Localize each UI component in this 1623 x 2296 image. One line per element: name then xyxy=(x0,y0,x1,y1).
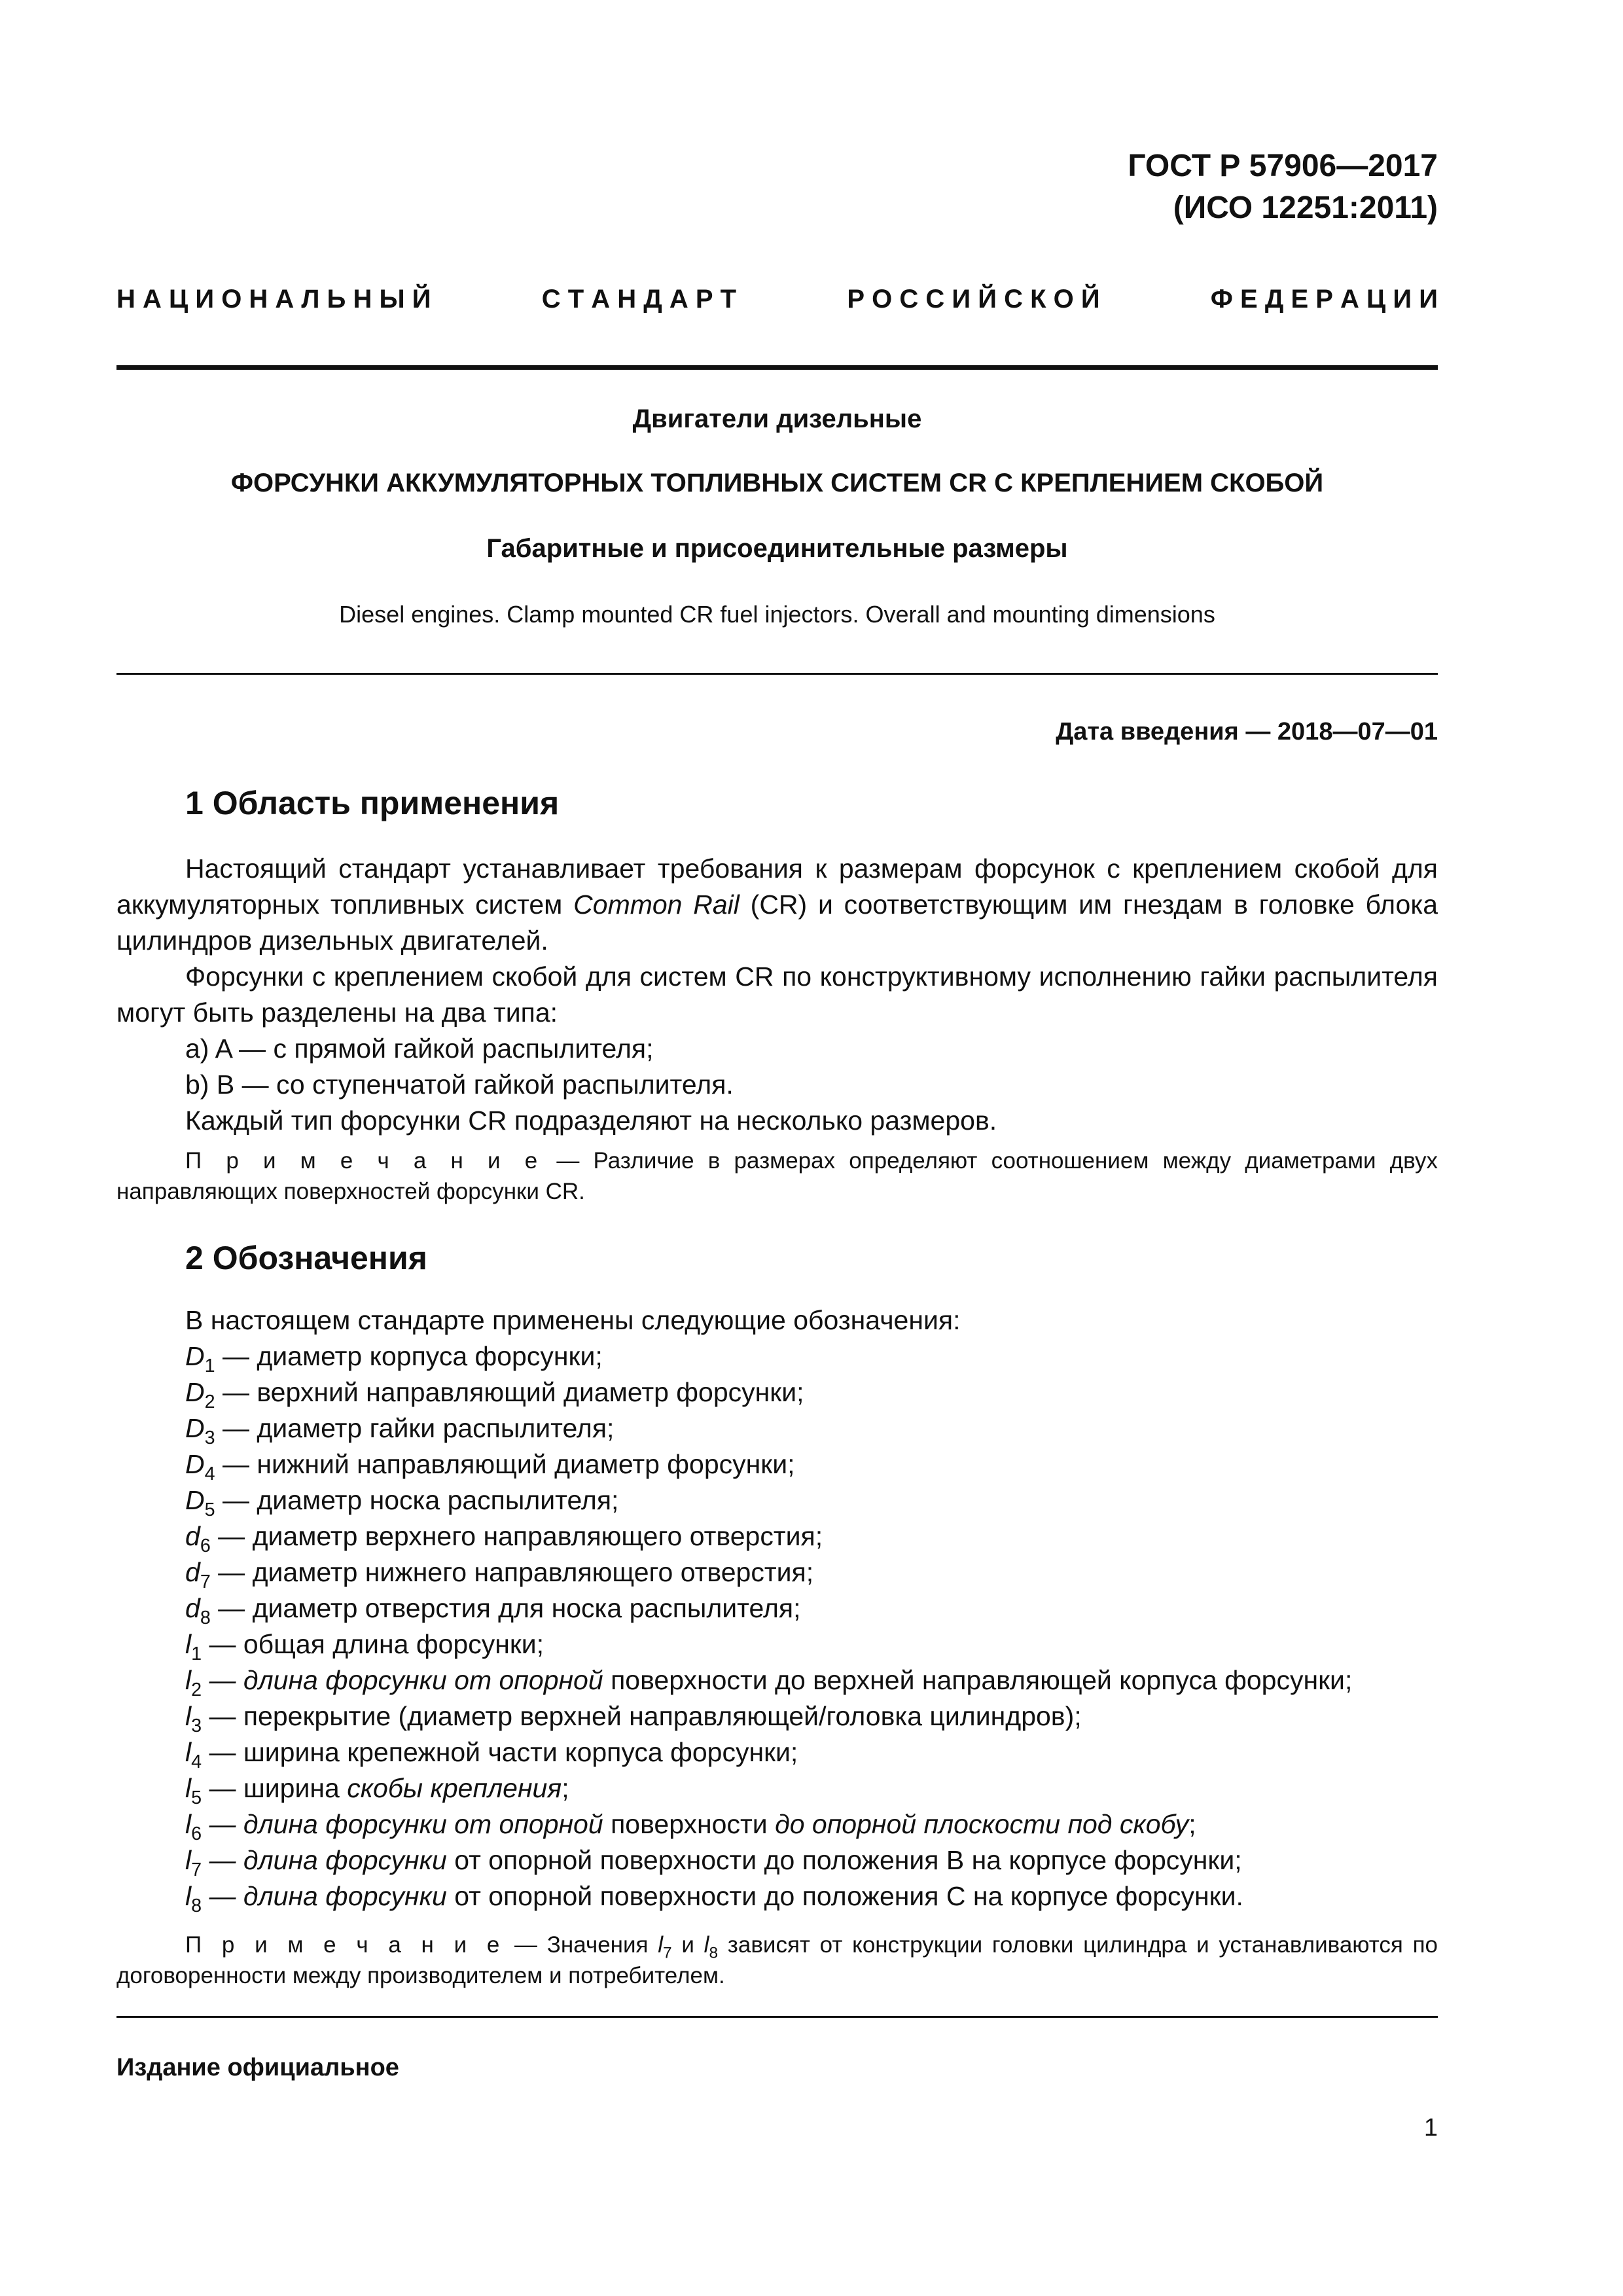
symbol-definition: — общая длина форсунки; xyxy=(202,1629,544,1659)
symbol: D xyxy=(185,1485,205,1515)
section-2-note xyxy=(116,1929,1438,1991)
title-line-2: ФОРСУНКИ АККУМУЛЯТОРНЫХ ТОПЛИВНЫХ СИСТЕМ CR С КРЕПЛЕНИЕМ СКОБОЙ xyxy=(230,469,1324,497)
gost-number: ГОСТ Р 57906—2017 xyxy=(1128,149,1438,183)
symbol-subscript: 4 xyxy=(191,1751,202,1773)
header-divider xyxy=(116,365,1438,370)
symbol: d xyxy=(185,1557,200,1587)
edition-label: Издание официальное xyxy=(116,2054,399,2081)
symbol-definition: — диаметр корпуса форсунки; xyxy=(215,1341,603,1371)
page-number: 1 xyxy=(1423,2114,1438,2142)
note-text: — Различие в размерах определяют соотношением между диаметрами двух направляющих поверхностей форсунки CR. xyxy=(116,1148,1438,1204)
banner-word-4: Ф Е Д Е Р А Ц И И xyxy=(1210,285,1438,314)
symbol: l xyxy=(185,1737,192,1767)
intro-date: Дата введения — 2018—07—01 xyxy=(1056,718,1438,745)
symbol-subscript: 7 xyxy=(191,1859,202,1881)
symbol-definition-end: ; xyxy=(1188,1809,1196,1839)
section-1-heading: 1 Область применения xyxy=(185,785,560,821)
title-line-3: Габаритные и присоединительные размеры xyxy=(486,534,1068,563)
symbol-definition: поверхности xyxy=(603,1809,776,1839)
symbol-item xyxy=(185,1338,1352,1377)
symbol-subscript: 8 xyxy=(200,1607,211,1629)
symbol: D xyxy=(185,1341,205,1371)
type-item-b: b) B — со ступенчатой гайкой распылителя. xyxy=(185,1069,734,1100)
symbol: l xyxy=(185,1845,192,1875)
symbol-definition: — ширина xyxy=(202,1773,348,1803)
symbol-subscript: 6 xyxy=(191,1823,202,1845)
symbol-item xyxy=(185,1626,1352,1665)
symbol-item xyxy=(185,1590,1352,1629)
symbol: d xyxy=(185,1593,200,1623)
note-symbol: l xyxy=(658,1932,663,1958)
section-1-paragraph-2: Форсунки с креплением скобой для систем CR по конструктивному исполнению гайки распылителя могут быть разделены на два типа: xyxy=(116,961,1438,1028)
symbol-subscript: 5 xyxy=(204,1499,215,1521)
section-1-paragraph-3: Каждый тип форсунки CR подразделяют на несколько размеров. xyxy=(185,1105,997,1136)
symbol: D xyxy=(185,1377,205,1407)
symbol-definition: — диаметр верхнего направляющего отверстия; xyxy=(210,1521,823,1551)
p1-italic-term: Common Rail xyxy=(573,889,740,920)
p1-text-b: (CR) и соответствующим им гнездам в головке блока цилиндров дизельных двигателей. xyxy=(116,889,1438,956)
note-text: — Значения xyxy=(505,1932,658,1958)
symbol-item-l6 xyxy=(185,1806,1352,1845)
banner-word-2: С Т А Н Д А Р Т xyxy=(541,285,737,314)
symbol-definition: от опорной поверхности до положения B на корпусе форсунки; xyxy=(446,1845,1242,1875)
symbol-definition: — диаметр нижнего направляющего отверстия; xyxy=(210,1557,814,1587)
symbol-definition-italic: — длина форсунки от опорной xyxy=(202,1665,603,1695)
symbol-definition: — диаметр гайки распылителя; xyxy=(215,1413,615,1443)
symbol-list xyxy=(185,1338,1353,1917)
national-standard-banner xyxy=(116,285,1438,314)
type-item-a: a) A — с прямой гайкой распылителя; xyxy=(185,1033,654,1064)
symbol-subscript: 2 xyxy=(191,1679,202,1701)
symbol-definition-italic: — длина форсунки xyxy=(202,1881,447,1911)
gost-number-block xyxy=(1128,145,1438,229)
symbol-definition-italic: — длина форсунки от опорной xyxy=(202,1809,603,1839)
symbol: d xyxy=(185,1521,200,1551)
p1-text-a: Настоящий стандарт устанавливает требования к размерам форсунок с креплением скобой для аккумуляторных топливных систем xyxy=(116,853,1438,920)
note-label: П р и м е ч а н и е xyxy=(185,1148,543,1174)
symbol-subscript: 1 xyxy=(191,1643,202,1665)
symbol-item xyxy=(185,1410,1352,1449)
symbol: l xyxy=(185,1881,192,1911)
symbol: l xyxy=(185,1773,192,1803)
symbol-definition: от опорной поверхности до положения C на корпусе форсунки. xyxy=(446,1881,1243,1911)
note-symbol-subscript: 8 xyxy=(709,1944,719,1962)
symbol: l xyxy=(185,1665,192,1695)
section-1-paragraph-1 xyxy=(116,851,1438,959)
symbol-definition: — верхний направляющий диаметр форсунки; xyxy=(215,1377,804,1407)
section-1-note xyxy=(116,1145,1438,1207)
symbol-definition-italic: скобы крепления xyxy=(347,1773,562,1803)
section-2-heading: 2 Обозначения xyxy=(185,1240,427,1276)
symbol-item-l3 xyxy=(185,1698,1352,1737)
note-text: зависят от конструкции головки цилиндра и устанавливаются по договоренности между производителем и потребителем. xyxy=(116,1932,1438,1988)
symbol-definition: — перекрытие (диаметр верхней направляющей/головка цилиндров); xyxy=(202,1701,1082,1731)
note-symbol: l xyxy=(704,1932,709,1958)
title-line-1: Двигатели дизельные xyxy=(632,404,922,433)
symbol-item-l2 xyxy=(185,1662,1353,1701)
symbol: l xyxy=(185,1629,192,1659)
symbol: l xyxy=(185,1701,192,1731)
symbol: D xyxy=(185,1449,205,1479)
symbol-definition: — ширина крепежной части корпуса форсунки; xyxy=(202,1737,798,1767)
symbol-subscript: 7 xyxy=(200,1571,211,1593)
symbol-subscript: 6 xyxy=(200,1535,211,1557)
symbol-definition-end: ; xyxy=(562,1773,569,1803)
note-label: П р и м е ч а н и е xyxy=(185,1932,505,1958)
symbol-item xyxy=(185,1518,1352,1557)
symbol-definition: — нижний направляющий диаметр форсунки; xyxy=(215,1449,795,1479)
symbol-item xyxy=(185,1482,1352,1521)
title-divider xyxy=(116,673,1438,675)
symbol-definition: — диаметр носка распылителя; xyxy=(215,1485,619,1515)
symbol-subscript: 3 xyxy=(191,1715,202,1737)
symbol-subscript: 8 xyxy=(191,1895,202,1917)
symbol: D xyxy=(185,1413,205,1443)
iso-number: (ИСО 12251:2011) xyxy=(1173,190,1438,225)
section-2-intro: В настоящем стандарте применены следующие обозначения: xyxy=(185,1305,961,1335)
symbol-item xyxy=(185,1374,1352,1413)
title-english: Diesel engines. Clamp mounted CR fuel injectors. Overall and mounting dimensions xyxy=(339,601,1215,628)
symbol-definition: поверхности до верхней направляющей корпуса форсунки; xyxy=(603,1665,1353,1695)
symbol-definition-italic: — длина форсунки xyxy=(202,1845,447,1875)
note-text: и xyxy=(671,1932,704,1958)
symbol-item-l5 xyxy=(185,1770,1352,1809)
symbol-item-l4 xyxy=(185,1734,1352,1773)
symbol-subscript: 3 xyxy=(204,1427,215,1449)
symbol-item-l8 xyxy=(185,1878,1352,1917)
symbol-item xyxy=(185,1446,1352,1485)
banner-word-3: Р О С С И Й С К О Й xyxy=(847,285,1100,314)
symbol-item-l7 xyxy=(185,1842,1352,1881)
banner-word-1: Н А Ц И О Н А Л Ь Н Ы Й xyxy=(116,285,431,314)
symbol-subscript: 4 xyxy=(204,1463,215,1485)
symbol-subscript: 1 xyxy=(204,1355,215,1377)
symbol-definition-italic: до опорной плоскости под скобу xyxy=(775,1809,1189,1839)
symbol-subscript: 5 xyxy=(191,1787,202,1809)
note-symbol-subscript: 7 xyxy=(663,1944,672,1962)
symbol-definition: — диаметр отверстия для носка распылителя; xyxy=(210,1593,801,1623)
footer-divider xyxy=(116,2016,1438,2018)
symbol-item xyxy=(185,1554,1352,1593)
symbol-subscript: 2 xyxy=(204,1391,215,1413)
symbol: l xyxy=(185,1809,192,1839)
